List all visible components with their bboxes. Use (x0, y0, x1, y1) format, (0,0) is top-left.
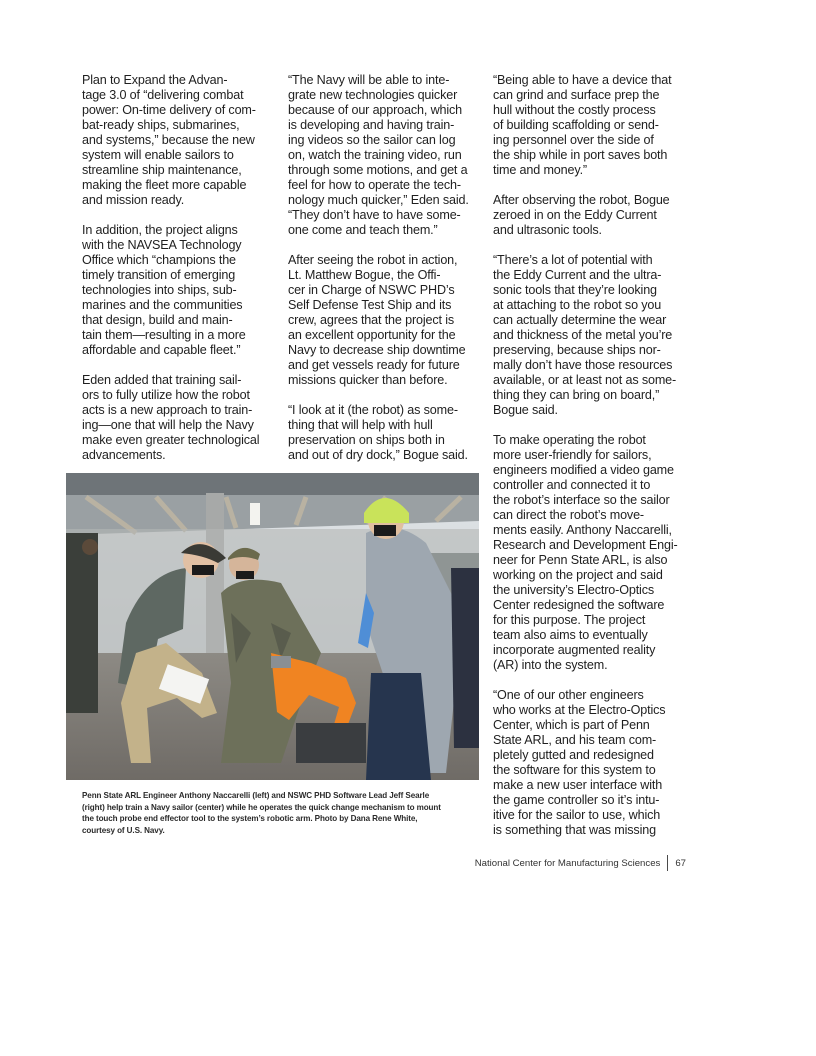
text-line: In addition, the project aligns (82, 223, 238, 237)
text-line: at attaching to the robot so you (493, 298, 662, 312)
paragraph (493, 193, 689, 238)
text-line: make even greater technological (82, 433, 260, 447)
text-line: more user-friendly for sailors, (493, 448, 652, 462)
text-line: making the fleet more capable (82, 178, 247, 192)
text-line: and systems,” because the new (82, 133, 255, 147)
text-line: cer in Charge of NSWC PHD’s (288, 283, 455, 297)
caption-line: courtesy of U.S. Navy. (82, 825, 165, 835)
text-line: and mission ready. (82, 193, 185, 207)
page-footer (475, 855, 686, 871)
text-line: preserving, because ships nor- (493, 343, 661, 357)
text-line: thing that will help with hull (288, 418, 433, 432)
text-line: acts is a new approach to train- (82, 403, 253, 417)
paragraph (82, 223, 278, 358)
caption-line: (right) help train a Navy sailor (center) while he operates the quick change mechanism to mount (82, 802, 441, 812)
text-line: ing videos so the sailor can log (288, 133, 456, 147)
text-line: the university’s Electro-Optics (493, 583, 654, 597)
text-line: controller and connected it to (493, 478, 651, 492)
text-line: system will enable sailors to (82, 148, 234, 162)
text-line: grate new technologies quicker (288, 88, 458, 102)
publication-name: National Center for Manufacturing Sciences (474, 857, 661, 869)
text-line: Self Defense Test Ship and its (288, 298, 452, 312)
text-line: zeroed in on the Eddy Current (493, 208, 657, 222)
paragraph (493, 73, 689, 178)
paragraph (82, 373, 278, 463)
paragraph (82, 73, 278, 208)
text-line: pletely gutted and redesigned (493, 748, 654, 762)
text-line: (AR) into the system. (493, 658, 608, 672)
text-line: the game controller so it’s intu- (493, 793, 660, 807)
text-line: the Eddy Current and the ultra- (493, 268, 662, 282)
text-line: Bogue said. (493, 403, 558, 417)
caption-line: Penn State ARL Engineer Anthony Naccarelli (left) and NSWC PHD Software Lead Jeff Searle (82, 791, 430, 800)
text-line: “The Navy will be able to inte- (288, 73, 450, 87)
text-line: sonic tools that they’re looking (493, 283, 657, 297)
text-line: because of our approach, which (288, 103, 463, 117)
text-line: Plan to Expand the Advan- (82, 73, 228, 87)
text-line: the software for this system to (493, 763, 656, 777)
text-line: the ship while in port saves both (493, 148, 668, 162)
text-line: of building scaffolding or send- (493, 118, 659, 132)
text-line: one come and teach them.” (288, 223, 438, 237)
text-line: “There’s a lot of potential with (493, 253, 653, 267)
text-line: crew, agrees that the project is (288, 313, 455, 327)
text-line: “I look at it (the robot) as some- (288, 403, 458, 417)
text-line: through some motions, and get a (288, 163, 468, 177)
text-line: make a new user interface with (493, 778, 663, 792)
footer-divider (667, 855, 668, 871)
text-line: an excellent opportunity for the (288, 328, 456, 342)
text-line: nology much quicker,” Eden said. (288, 193, 469, 207)
photo-caption (82, 790, 474, 836)
paragraph (288, 403, 484, 463)
text-line: working on the project and said (493, 568, 663, 582)
text-line: After observing the robot, Bogue (493, 193, 670, 207)
text-line: timely transition of emerging (82, 268, 236, 282)
text-line: incorporate augmented reality (493, 643, 656, 657)
text-line: mally don’t have those resources (493, 358, 673, 372)
text-line: preservation on ships both in (288, 433, 445, 447)
text-line: who works at the Electro-Optics (493, 703, 666, 717)
text-line: bat-ready ships, submarines, (82, 118, 240, 132)
text-line: can direct the robot’s move- (493, 508, 644, 522)
text-line: Eden added that training sail- (82, 373, 242, 387)
text-line: thing they can bring on board,” (493, 388, 660, 402)
text-line: is developing and having train- (288, 118, 455, 132)
paragraph (288, 253, 484, 388)
text-line: time and money.” (493, 163, 587, 177)
text-line: for this purpose. The project (493, 613, 646, 627)
text-line: that design, build and main- (82, 313, 233, 327)
text-line: advancements. (82, 448, 166, 462)
text-line: ing personnel over the side of (493, 133, 654, 147)
text-line: “One of our other engineers (493, 688, 644, 702)
text-line: affordable and capable fleet.” (82, 343, 241, 357)
page-number: 67 (675, 857, 686, 869)
text-line: To make operating the robot (493, 433, 646, 447)
article-column-1 (82, 73, 278, 463)
text-line: feel for how to operate the tech- (288, 178, 461, 192)
text-line: ors to fully utilize how the robot (82, 388, 250, 402)
text-line: After seeing the robot in action, (288, 253, 458, 267)
text-line: hull without the costly process (493, 103, 656, 117)
caption-line: the touch probe end effector tool to the system’s robotic arm. Photo by Dana Rene White, (82, 814, 418, 824)
text-line: Center, which is part of Penn (493, 718, 650, 732)
text-line: Office which “champions the (82, 253, 236, 267)
text-line: streamline ship maintenance, (82, 163, 242, 177)
article-photo (66, 473, 479, 780)
text-line: and get vessels ready for future (288, 358, 460, 372)
text-line: the robot’s interface so the sailor (493, 493, 670, 507)
text-line: technologies into ships, sub- (82, 283, 237, 297)
text-line: and ultrasonic tools. (493, 223, 602, 237)
text-line: power: On-time delivery of com- (82, 103, 256, 117)
text-line: ing—one that will help the Navy (82, 418, 254, 432)
text-line: Navy to decrease ship downtime (288, 343, 466, 357)
text-line: and thickness of the metal you’re (493, 328, 673, 342)
text-line: Lt. Matthew Bogue, the Offi- (288, 268, 441, 282)
paragraph (288, 73, 484, 238)
text-line: team also aims to eventually (493, 628, 648, 642)
paragraph (493, 688, 689, 838)
text-line: ments easily. Anthony Naccarelli, (493, 523, 672, 537)
text-line: State ARL, and his team com- (493, 733, 657, 747)
text-line: marines and the communities (82, 298, 243, 312)
text-line: on, watch the training video, run (288, 148, 462, 162)
paragraph (493, 433, 689, 673)
text-line: missions quicker than before. (288, 373, 448, 387)
text-line: Research and Development Engi- (493, 538, 678, 552)
article-column-2 (288, 73, 484, 463)
text-line: with the NAVSEA Technology (82, 238, 242, 252)
text-line: “They don’t have to have some- (288, 208, 461, 222)
text-line: available, or at least not as some- (493, 373, 677, 387)
text-line: “Being able to have a device that (493, 73, 672, 87)
text-line: tage 3.0 of “delivering combat (82, 88, 244, 102)
article-column-3 (493, 73, 689, 838)
text-line: Center redesigned the software (493, 598, 665, 612)
text-line: engineers modified a video game (493, 463, 674, 477)
text-line: can actually determine the wear (493, 313, 667, 327)
paragraph (493, 253, 689, 418)
text-line: itive for the sailor to use, which (493, 808, 661, 822)
text-line: and out of dry dock,” Bogue said. (288, 448, 468, 462)
text-line: tain them—resulting in a more (82, 328, 246, 342)
text-line: is something that was missing (493, 823, 656, 837)
text-line: neer for Penn State ARL, is also (493, 553, 668, 567)
text-line: can grind and surface prep the (493, 88, 660, 102)
